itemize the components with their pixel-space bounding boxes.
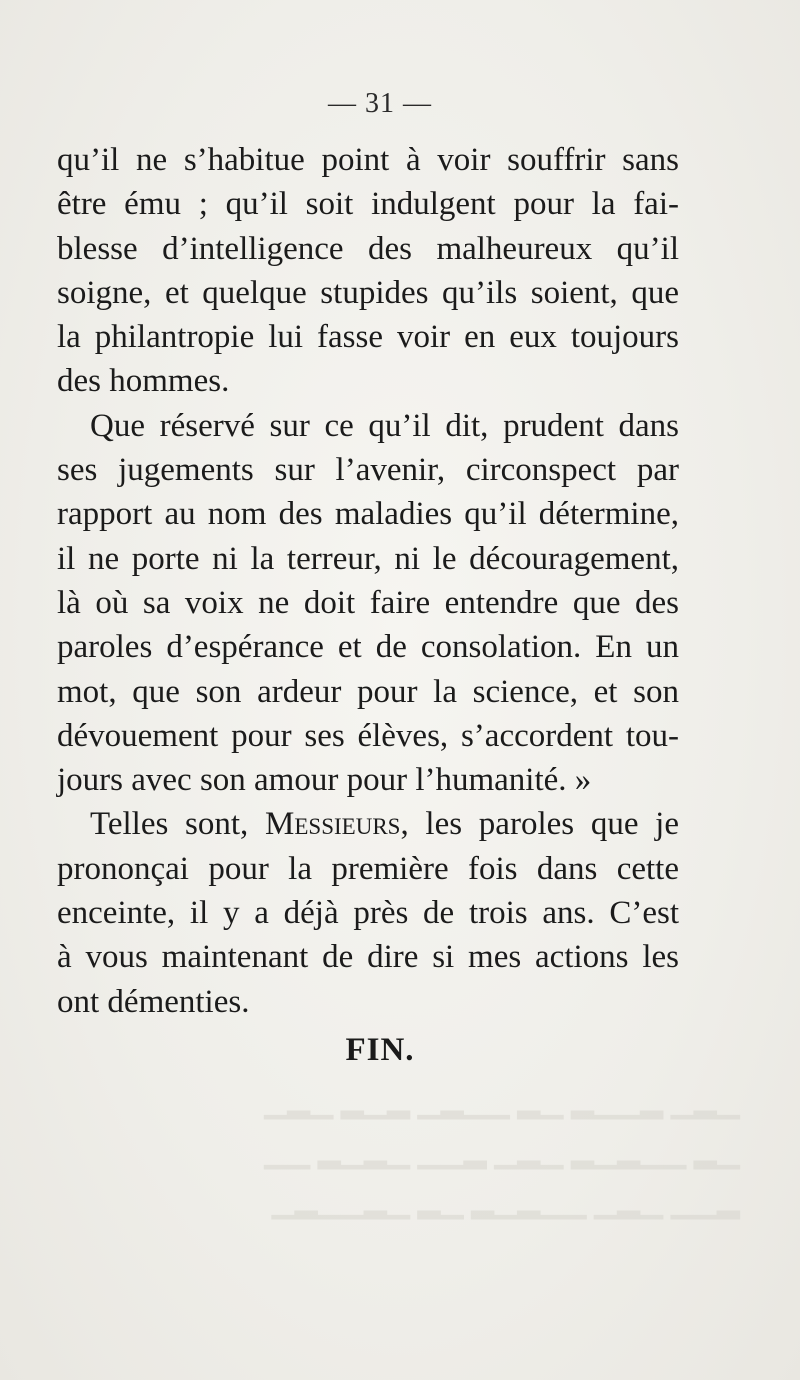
text-line: ont démenties.: [57, 983, 250, 1020]
text-line: prononçai pour la première fois dans cette: [57, 850, 679, 887]
text-line: qu’il ne s’habitue point à voir souffrir sans: [57, 142, 679, 178]
bleed-through-text: ▁▂▁ ▂▁▁▂ ▁▂ ▁▁▂▁ ▂▁▂ ▁▂▁: [264, 1086, 740, 1119]
text-line: il ne porte ni la terreur, ni le découragement,: [57, 540, 679, 577]
body-text: [57, 138, 679, 1024]
text-line: soigne, et quelque stupides qu’ils soient, que: [57, 274, 679, 311]
text-line: la philantropie lui fasse voir en eux toujours: [57, 319, 679, 356]
text-line: dévouement pour ses élèves, s’accordent tou-: [57, 717, 679, 754]
text-line: là où sa voix ne doit faire entendre que des: [57, 584, 679, 621]
text-line: des hommes.: [57, 363, 230, 400]
text-line: être ému ; qu’il soit indulgent pour la fai-: [57, 186, 679, 223]
text-line: à vous maintenant de dire si mes actions les: [57, 939, 679, 976]
text-line: enceinte, il y a déjà près de trois ans. C’est: [57, 895, 679, 932]
text-line: blesse d’intelligence des malheureux qu’il: [57, 230, 679, 267]
text-line: jours avec son amour pour l’humanité. »: [57, 762, 592, 799]
text-line: paroles d’espérance et de consolation. En un: [57, 629, 679, 666]
text-line: rapport au nom des maladies qu’il détermine,: [57, 496, 679, 533]
bleed-through-text: ▁▂ ▁▁▂▁▂ ▁▂▁ ▂▁▁ ▁▂▁▂ ▁▁: [264, 1136, 740, 1169]
text-line: Que réservé sur ce qu’il dit, prudent dans: [90, 407, 679, 444]
page-number: — 31 —: [328, 88, 432, 119]
bleed-through-text: ▂▁▁ ▁▂▁ ▁▁▂▁▂ ▁▂ ▁▂▁▁▂▁: [271, 1186, 740, 1219]
end-mark: FIN.: [345, 1032, 415, 1068]
text-line: Telles sont, Messieurs, les paroles que je: [90, 806, 679, 843]
text-line: ses jugements sur l’avenir, circonspect par: [57, 452, 679, 489]
text-line: mot, que son ardeur pour la science, et son: [57, 673, 679, 710]
